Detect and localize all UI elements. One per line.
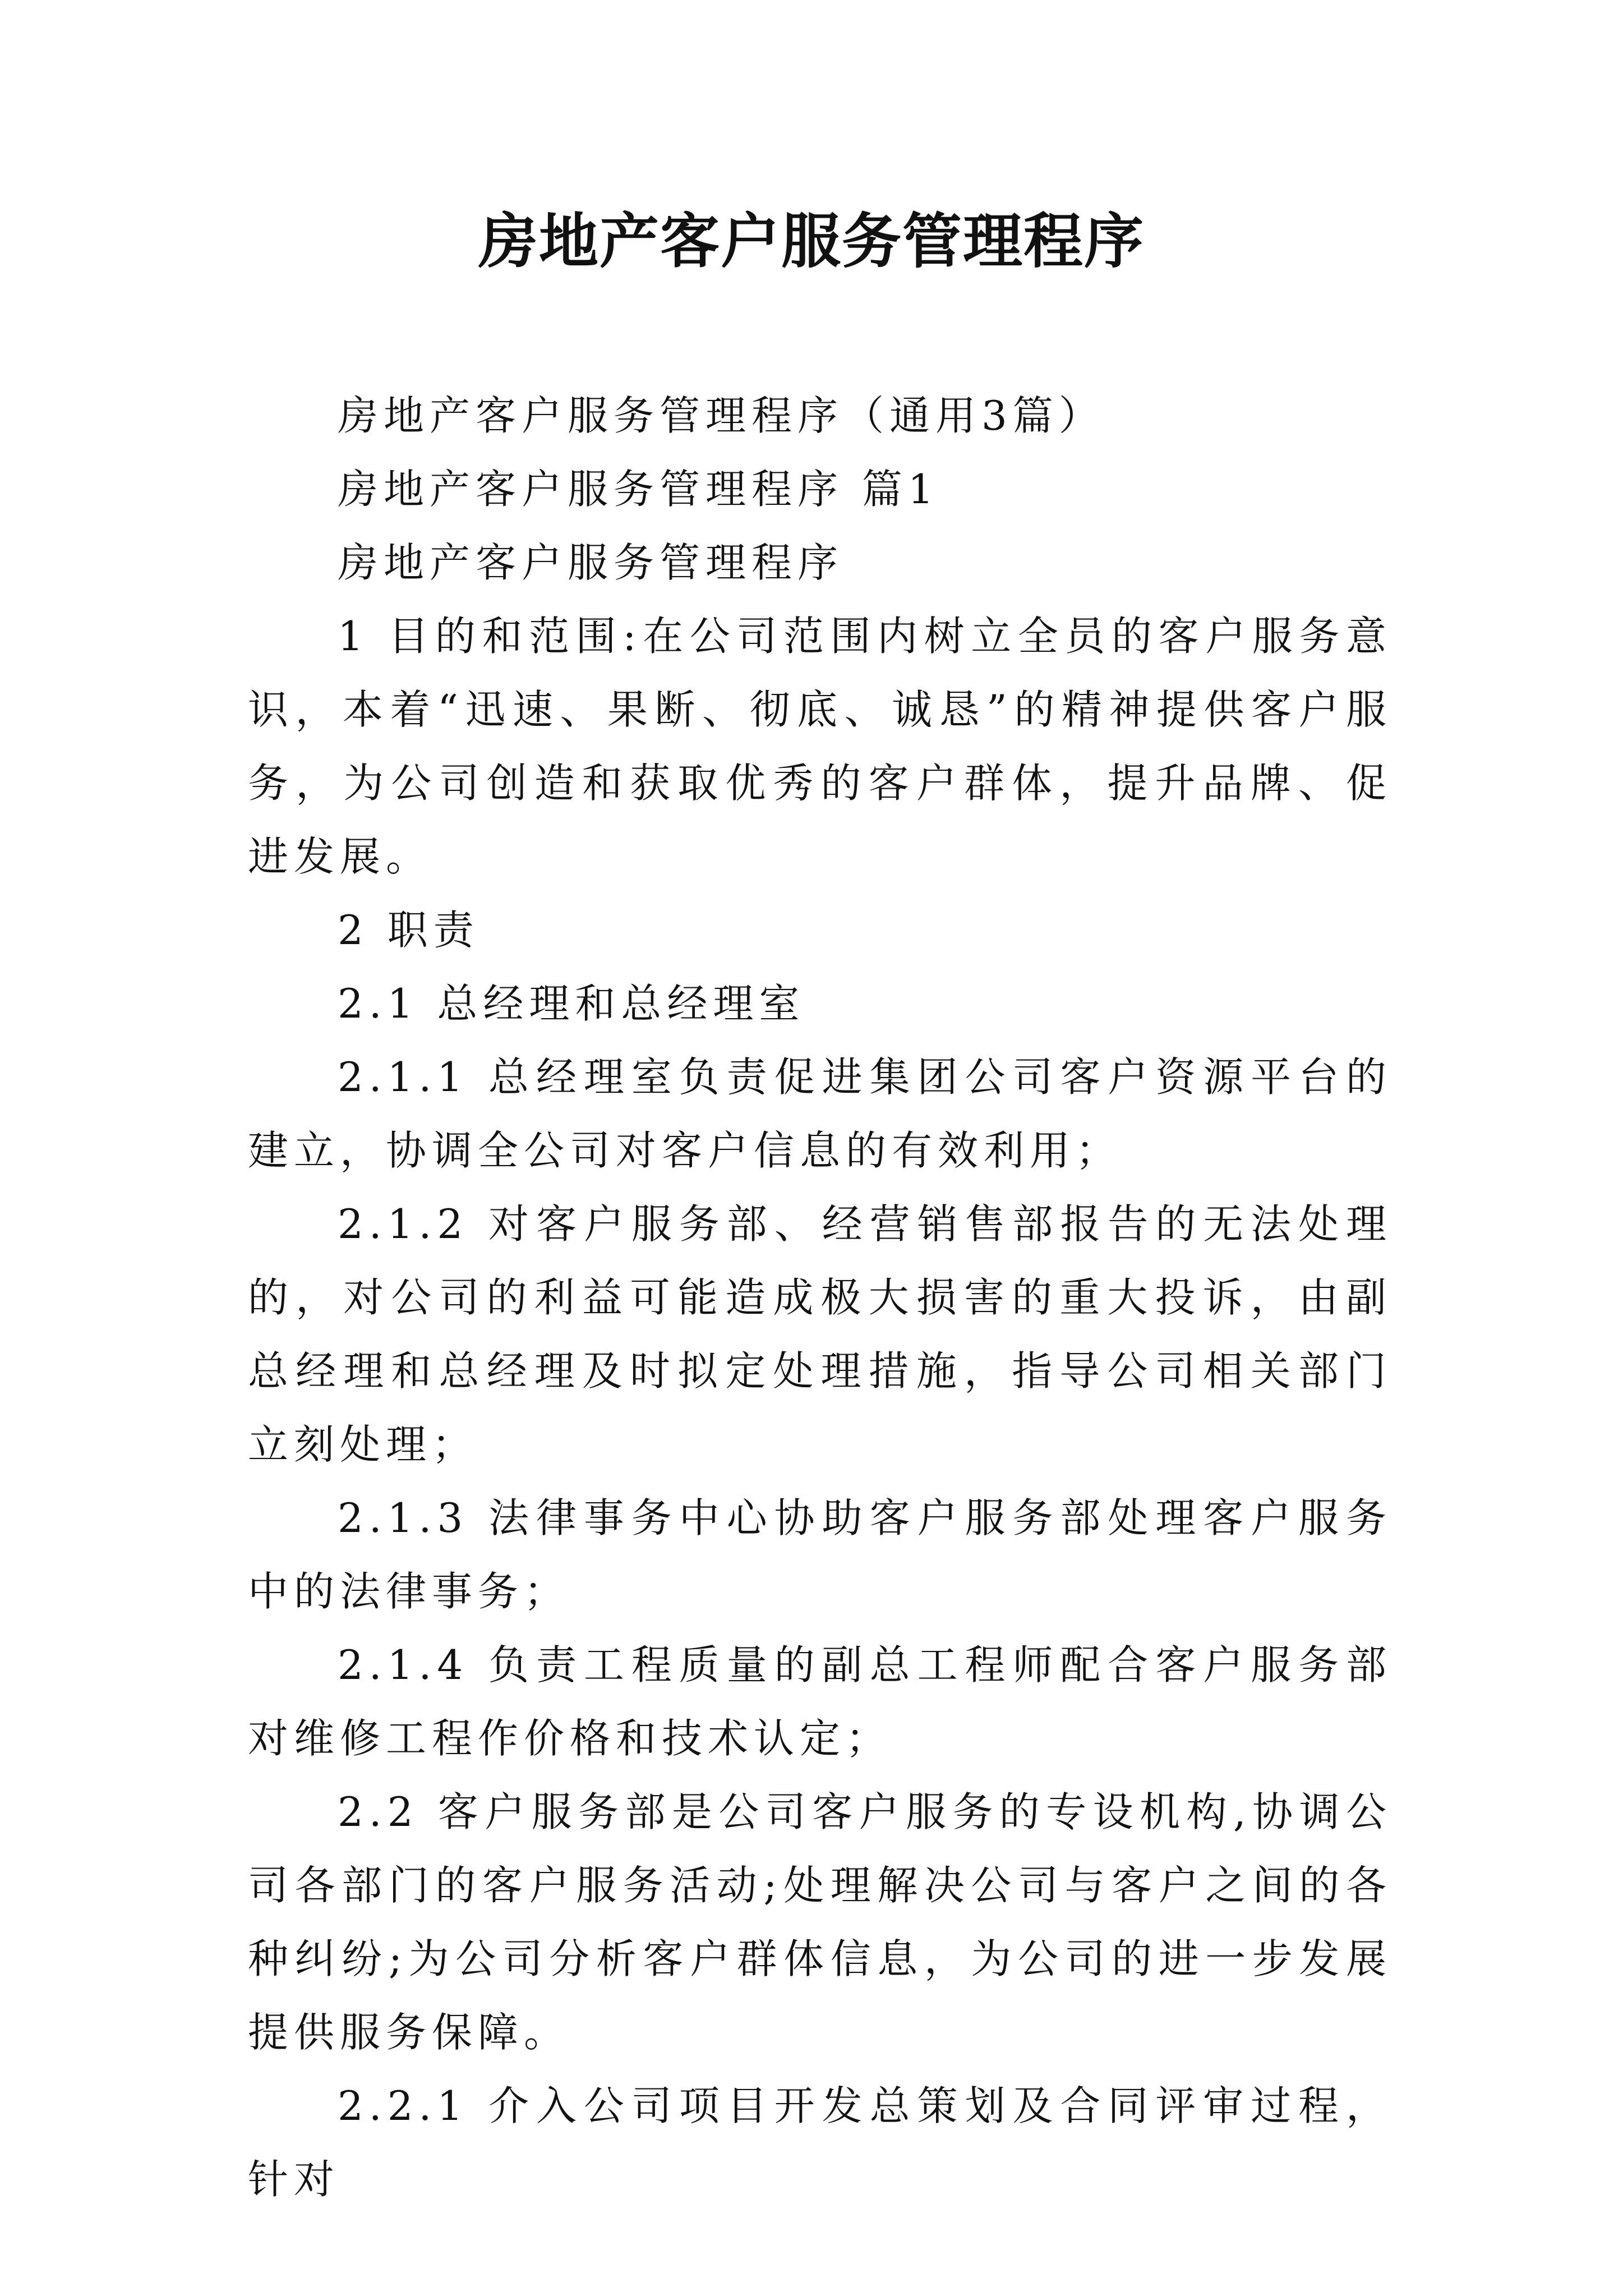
paragraph: 房地产客户服务管理程序 篇1 (338, 466, 939, 513)
paragraph: 2.1.4 负责工程质量的副总工程师配合客户服务部对维修工程作价格和技术认定； (248, 1641, 1392, 1762)
paragraph: 2.1.2 对客户服务部、经营销售部报告的无法处理的，对公司的利益可能造成极大损害的重大投诉，由副总经理和总经理及时拟定处理措施，指导公司相关部门立刻处理； (248, 1200, 1392, 1468)
paragraph: 2 职责 (338, 907, 479, 954)
paragraph: 2.2.1 介入公司项目开发总策划及合同评审过程，针对 (248, 2082, 1392, 2203)
paragraph: 房地产客户服务管理程序（通用3篇） (338, 392, 1105, 439)
paragraph: 2.1 总经理和总经理室 (338, 980, 805, 1027)
paragraph: 房地产客户服务管理程序 (338, 539, 844, 586)
paragraph: 1 目的和范围:在公司范围内树立全员的客户服务意识，本着“迅速、果断、彻底、诚恳”的精神提供客户服务，为公司创造和获取优秀的客户群体，提升品牌、促进发展。 (248, 613, 1392, 880)
paragraph: 2.2 客户服务部是公司客户服务的专设机构,协调公司各部门的客户服务活动;处理解决公司与客户之间的各种纠纷;为公司分析客户群体信息，为公司的进一步发展提供服务保障。 (248, 1788, 1392, 2056)
paragraph: 2.1.1 总经理室负责促进集团公司客户资源平台的建立，协调全公司对客户信息的有效利用； (248, 1053, 1392, 1174)
document-title: 房地产客户服务管理程序 (478, 206, 1145, 276)
document-body (248, 379, 1392, 2216)
paragraph: 2.1.3 法律事务中心协助客户服务部处理客户服务中的法律事务； (248, 1494, 1392, 1615)
